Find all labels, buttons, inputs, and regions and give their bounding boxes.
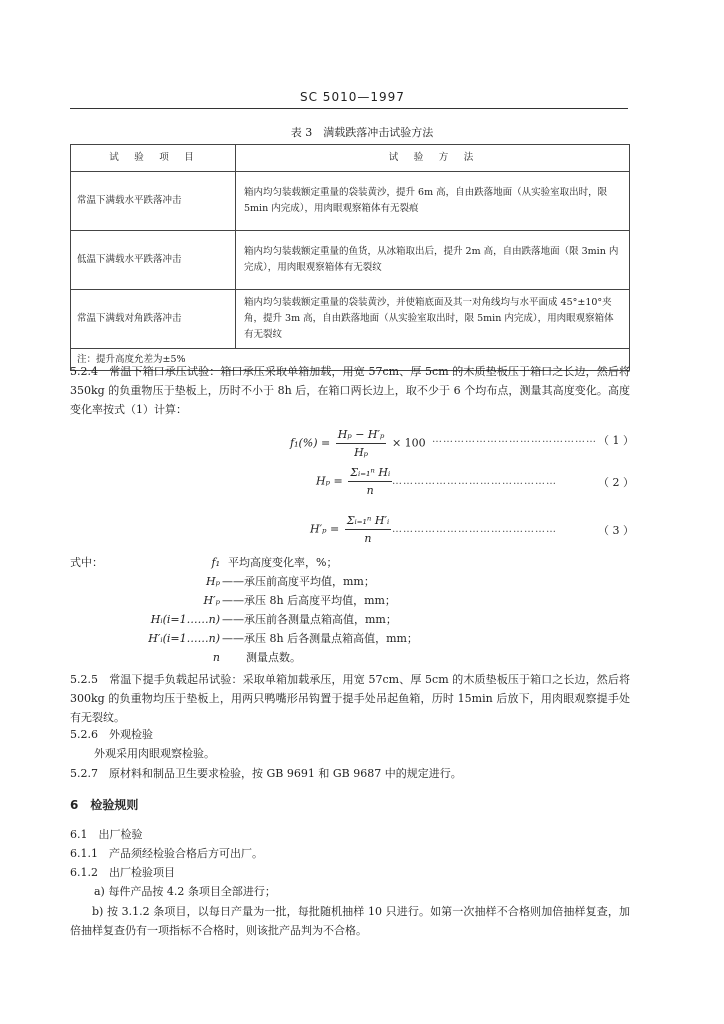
table-row [71,172,630,231]
section-5-2-6-title: 5.2.6 外观检验 [70,728,153,741]
table-cell-method: 箱内均匀装载额定重量的袋装黄沙，提升 6m 高，自由跌落地面（从实验室取出时，限 5min 内完成），用肉眼观察箱体有无裂痕 [236,172,630,231]
definition-symbol: H′ₚ [203,594,220,607]
formula-1-number: （ 1 ） [598,434,634,447]
definition-text: ——承压前高度平均值，mm； [222,575,375,588]
section-6-1-1: 6.1.1 产品须经检验合格后方可出厂。 [70,847,263,860]
column-header-item: 试 验 项 目 [71,145,236,172]
formula-2 [316,464,394,499]
formula-3-numerator: Σᵢ₌₁ⁿ H′ᵢ [345,512,391,530]
formula-1-numerator: Hₚ − H′ₚ [336,426,387,444]
table-row [71,290,630,349]
definition-symbol: n [212,651,220,664]
formula-2-lhs: Hₚ = [316,474,343,488]
section-6-1-2-item-b: b) 按 3.1.2 条项目，以每日产量为一批，每批随机抽样 10 只进行。如第一次抽样不合格则加倍抽样复查，加倍抽样复查仍有一项指标不合格时，则该批产品判为不合格。 [70,905,630,937]
formula-1 [290,426,426,461]
formula-3-denominator: n [364,532,372,546]
formula-1-denominator: Hₚ [354,446,369,460]
section-5-2-6-text: 外观采用肉眼观察检验。 [94,747,215,760]
table-note: 注：提升高度允差为±5% [71,349,630,371]
standard-code: SC 5010—1997 [300,90,405,104]
section-5-2-4: 5.2.4 常温下箱口承压试验：箱口承压采取单箱加载，用宽 57cm、厚 5cm 的木质垫板压于箱口之长边，然后将 350kg 的负重物压于垫板上，历时不小于 8h 后，在箱口两长边上，取不少于 6 个均布点，测量其高度变化。高度变化率按式（1）计算： [70,365,630,416]
definition-symbol: f₁ [211,556,220,569]
section-5-2-5: 5.2.5 常温下提手负载起吊试验：采取单箱加载承压，用宽 57cm、厚 5cm 的木质垫板压于箱口之长边，然后将 300kg 的负重物均压于垫板上，用两只鸭嘴形吊钩置于提手处吊起鱼箱，历时 15min 后放下，用肉眼观察提手处有无裂纹。 [70,673,630,724]
formula-2-fraction [348,464,392,499]
formula-1-lhs: f₁(%) = [290,436,331,450]
definition-text: ——承压 8h 后高度平均值，mm； [222,594,396,607]
definitions-label: 式中： [70,556,103,569]
section-6-1-title: 6.1 出厂检验 [70,828,143,841]
table-cell-item: 低温下满载水平跌落冲击 [71,231,236,290]
formula-2-dots: ……………………………………… [392,476,557,487]
formula-3-fraction [345,512,391,547]
definition-symbol: H′ᵢ(i=1……n) [148,632,220,645]
section-6-1-2-title: 6.1.2 出厂检验项目 [70,866,175,879]
definition-symbol: Hᵢ(i=1……n) [150,613,220,626]
formula-3-lhs: H′ₚ = [310,522,340,536]
column-header-method: 试 验 方 法 [236,145,630,172]
table-header-row [71,145,630,172]
definition-text: 测量点数。 [246,651,301,664]
table-cell-method: 箱内均匀装载额定重量的鱼货，从冰箱取出后，提升 2m 高，自由跌落地面（限 3min 内完成），用肉眼观察箱体有无裂纹 [236,231,630,290]
definition-symbol: Hₚ [206,575,220,588]
formula-3-dots: ……………………………………… [392,524,557,535]
section-5-2-7: 5.2.7 原材料和制品卫生要求检验，按 GB 9691 和 GB 9687 中的规定进行。 [70,767,462,780]
section-6-title: 6 检验规则 [70,798,139,812]
formula-2-denominator: n [366,484,374,498]
table-cell-method: 箱内均匀装载额定重量的袋装黄沙，并使箱底面及其一对角线均与水平面成 45°±10°夹角，提升 3m 高，自由跌落地面（从实验室取出时，限 5min 内完成），用肉眼观察箱体有无裂纹 [236,290,630,349]
table-title: 表 3 满载跌落冲击试验方法 [290,126,434,139]
formula-2-number: （ 2 ） [598,476,634,489]
formula-3-number: （ 3 ） [598,524,634,537]
test-method-table [70,144,630,371]
definition-text: ——承压前各测量点箱高值，mm； [222,613,397,626]
formula-1-dots: ……………………………………… [432,434,597,445]
definition-text: 平均高度变化率，%； [228,556,338,569]
header-rule [70,108,628,109]
definition-text: ——承压 8h 后各测量点箱高值，mm； [222,632,418,645]
formula-1-multiplier: × 100 [391,436,426,450]
section-6-1-2-item-a: a) 每件产品按 4.2 条项目全部进行； [94,885,276,898]
formula-3 [310,512,393,547]
table-cell-item: 常温下满载水平跌落冲击 [71,172,236,231]
formula-2-numerator: Σᵢ₌₁ⁿ Hᵢ [348,464,392,482]
table-cell-item: 常温下满载对角跌落冲击 [71,290,236,349]
formula-1-fraction [336,426,387,461]
table-row [71,231,630,290]
